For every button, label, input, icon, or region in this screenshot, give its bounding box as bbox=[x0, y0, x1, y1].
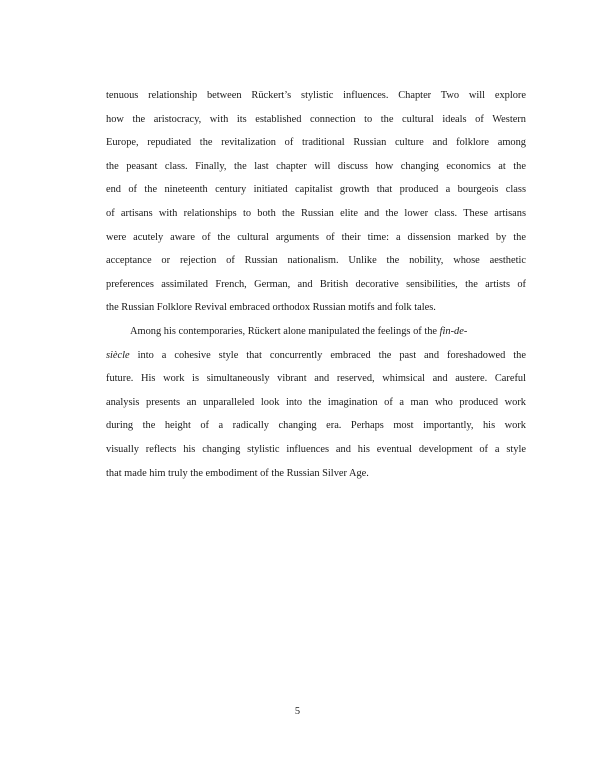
italic-term: fin-de- bbox=[439, 325, 468, 337]
paragraph-2 bbox=[106, 320, 526, 485]
paragraph-line: of artisans with relationships to both the Russian elite and the lower class. These artisans bbox=[106, 207, 526, 219]
paragraph-line: acceptance or rejection of Russian nationalism. Unlike the nobility, whose aesthetic bbox=[106, 255, 526, 267]
paragraph-line: how the aristocracy, with its established connection to the cultural ideals of Western bbox=[106, 113, 526, 125]
paragraph-line: that made him truly the embodiment of the Russian Silver Age. bbox=[106, 467, 369, 479]
paragraph-line bbox=[106, 320, 526, 344]
paragraph-line: the Russian Folklore Revival embraced orthodox Russian motifs and folk tales. bbox=[106, 302, 436, 314]
paragraph-line: visually reflects his changing stylistic influences and his eventual development of a style bbox=[106, 443, 526, 455]
paragraph-line: Europe, repudiated the revitalization of traditional Russian culture and folklore among bbox=[106, 137, 526, 149]
paragraph-line: end of the nineteenth century initiated capitalist growth that produced a bourgeois class bbox=[106, 184, 526, 196]
body-text bbox=[106, 84, 526, 485]
paragraph-line: were acutely aware of the cultural arguments of their time: a dissension marked by the bbox=[106, 231, 526, 243]
paragraph-line: preferences assimilated French, German, and British decorative sensibilities, the artists of bbox=[106, 278, 526, 290]
paragraph-1 bbox=[106, 84, 526, 320]
paragraph-line bbox=[106, 344, 526, 368]
page-number: 5 bbox=[294, 706, 301, 717]
paragraph-line: the peasant class. Finally, the last chapter will discuss how changing economics at the bbox=[106, 160, 526, 172]
paragraph-line: future. His work is simultaneously vibrant and reserved, whimsical and austere. Careful bbox=[106, 373, 526, 385]
paragraph-line: analysis presents an unparalleled look into the imagination of a man who produced work bbox=[106, 396, 526, 408]
line-text: Among his contemporaries, Rückert alone manipulated the feelings of the bbox=[130, 325, 440, 337]
paragraph-line: during the height of a radically changing era. Perhaps most importantly, his work bbox=[106, 420, 526, 432]
italic-term: siècle bbox=[106, 349, 130, 361]
paragraph-line: tenuous relationship between Rückert’s stylistic influences. Chapter Two will explore bbox=[106, 90, 526, 101]
line-text: into a cohesive style that concurrently embraced the past and foreshadowed the bbox=[129, 349, 526, 361]
